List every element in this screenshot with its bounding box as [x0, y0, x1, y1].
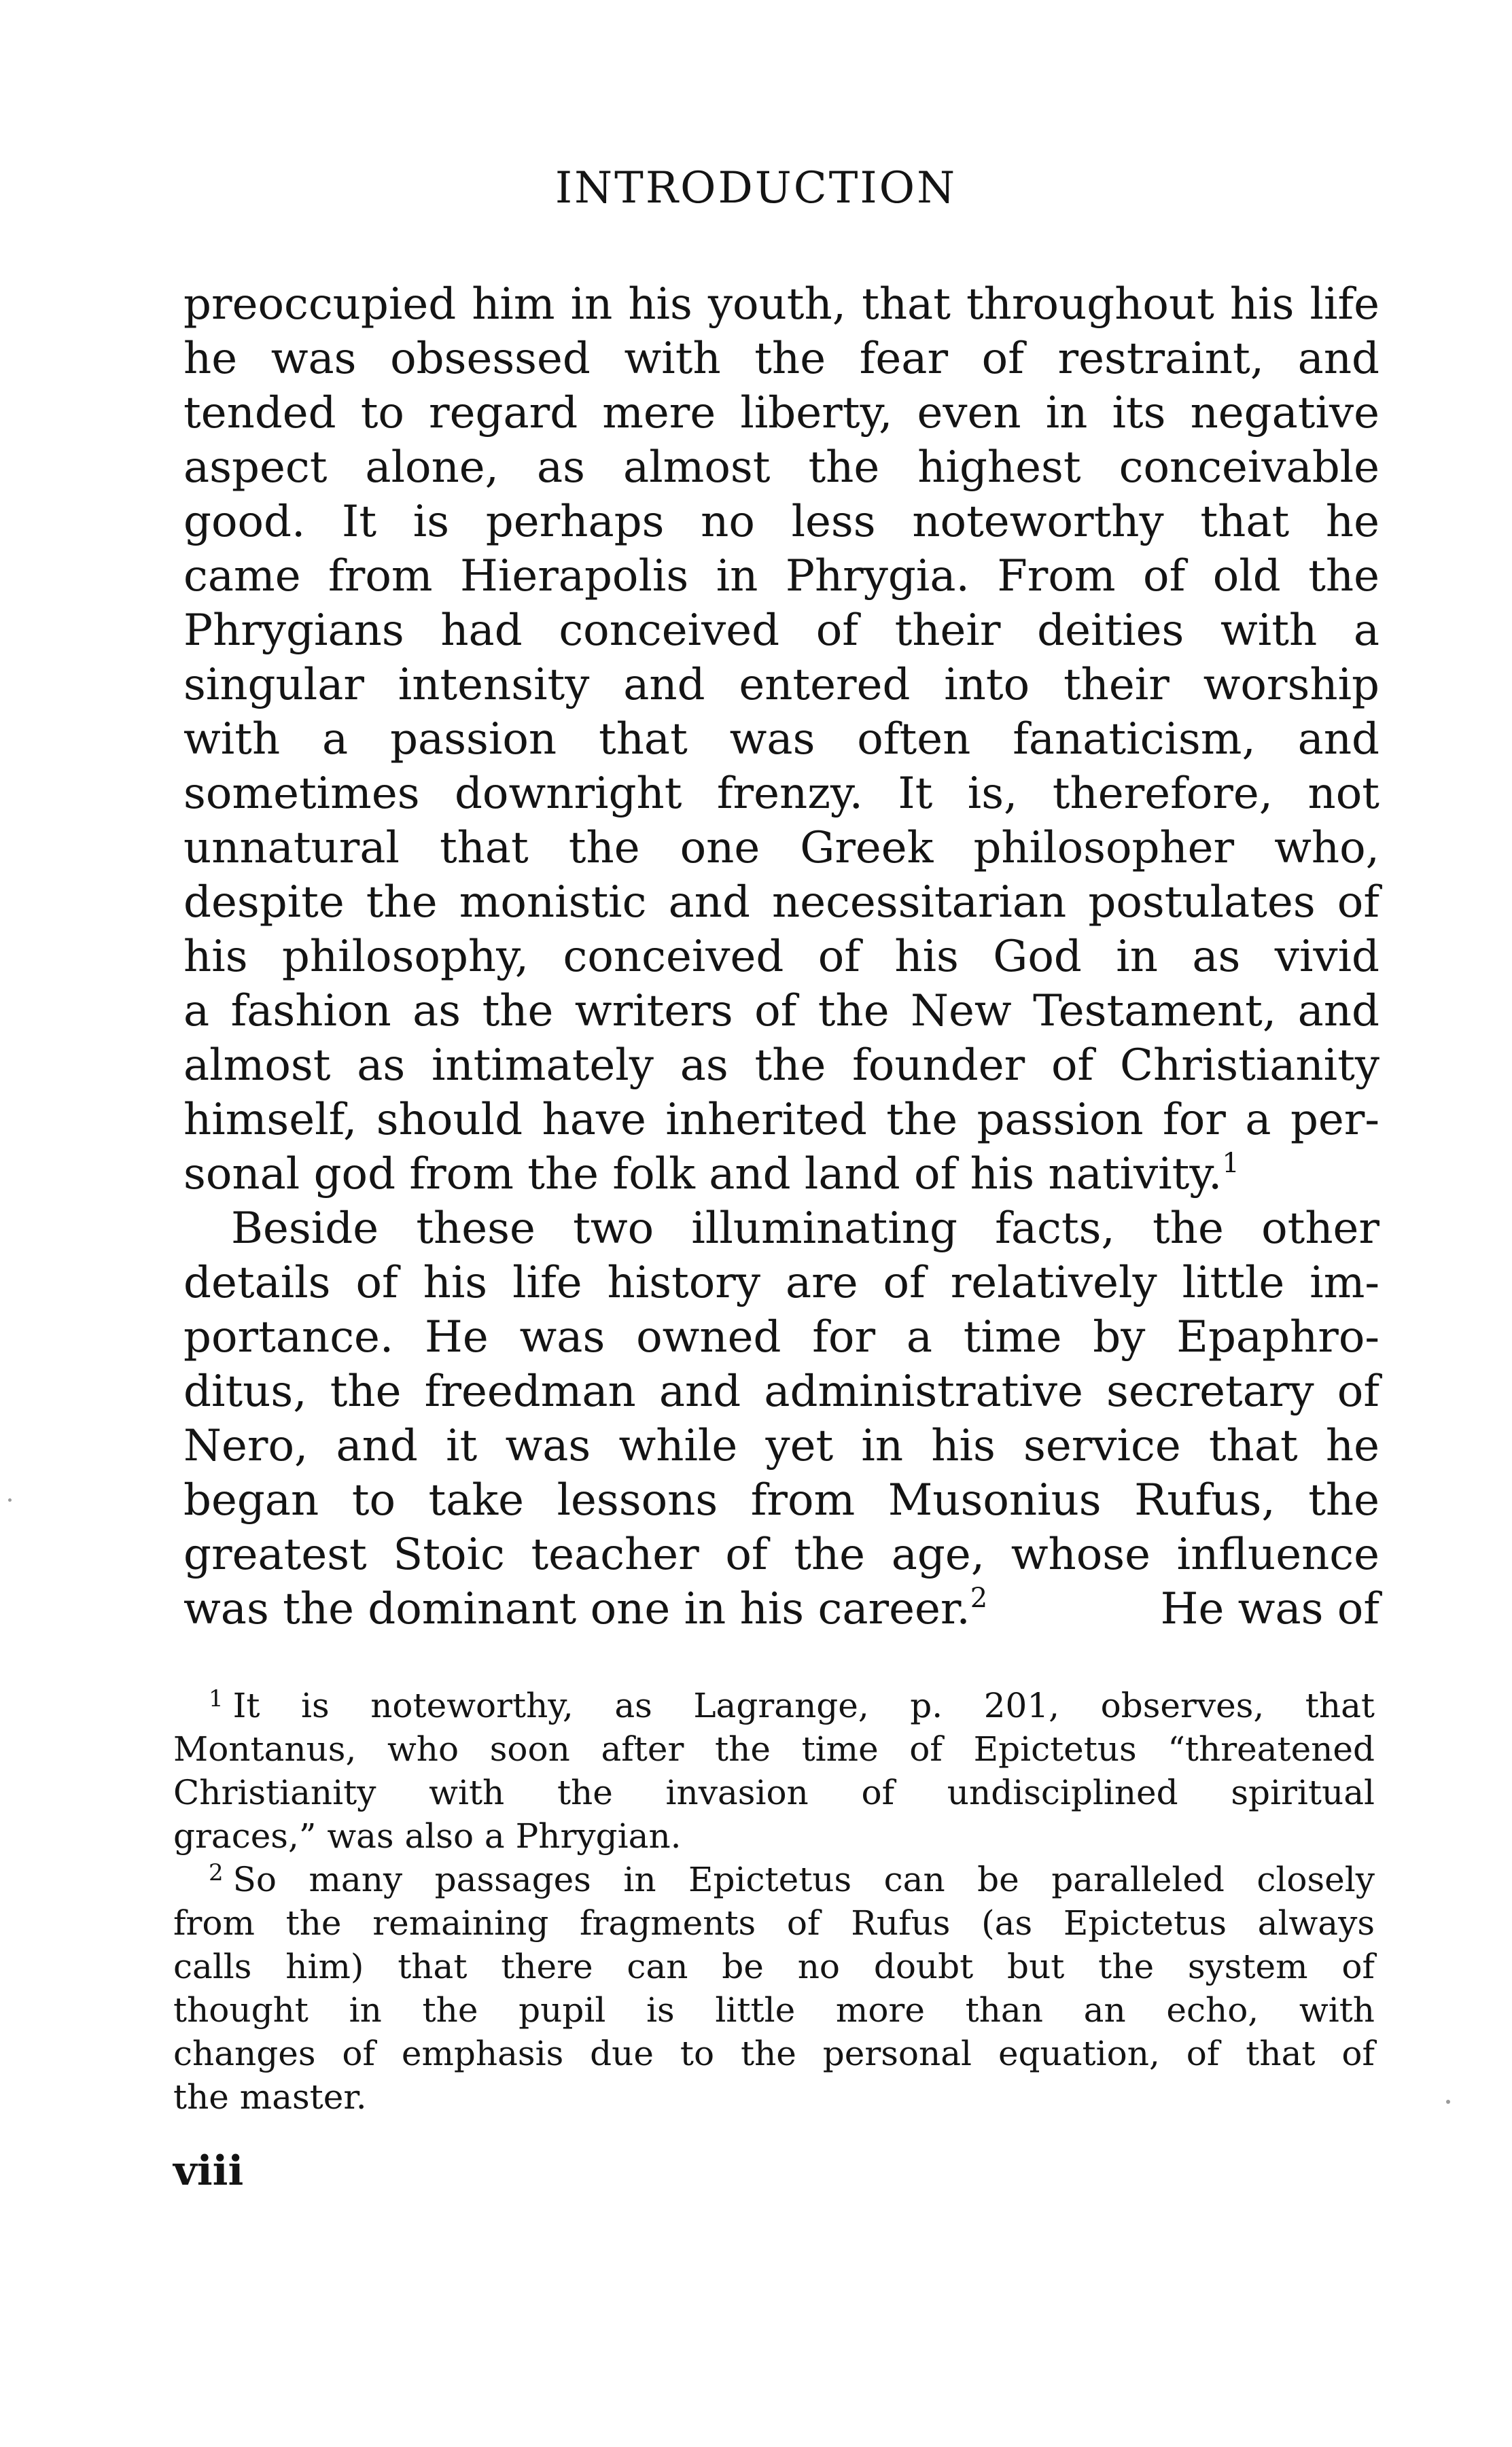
text-line: despite the monistic and necessitarian postulates of — [183, 877, 1379, 928]
running-head: INTRODUCTION — [555, 163, 957, 213]
page-number: viii — [173, 2147, 244, 2195]
paragraph-first-line: Beside these two illuminating facts, the other — [231, 1203, 1379, 1254]
text-line: tended to regard mere liberty, even in its negative — [183, 388, 1379, 438]
text-line: a fashion as the writers of the New Testament, and — [183, 986, 1379, 1036]
footnote-line: changes of emphasis due to the personal equation, of that of — [173, 2034, 1375, 2073]
footnote-ref-2: 2 — [970, 1583, 988, 1614]
paper-speck — [1446, 2100, 1450, 2104]
text-line: greatest Stoic teacher of the age, whose influence — [183, 1530, 1379, 1580]
text-line: sometimes downright frenzy. It is, therefore, not — [183, 769, 1379, 819]
text-line-content — [183, 1582, 987, 1636]
text-line: began to take lessons from Musonius Rufus, the — [183, 1475, 1379, 1526]
text-line-content: sonal god from the folk and land of his nativity. — [183, 1149, 1223, 1199]
text-segment: He was of — [1160, 1584, 1379, 1634]
text-line: aspect alone, as almost the highest conceivable — [183, 442, 1379, 493]
text-line: he was obsessed with the fear of restraint, and — [183, 334, 1379, 384]
footnote-ref-1: 1 — [1222, 1148, 1240, 1179]
text-line: ditus, the freedman and administrative secretary of — [183, 1367, 1379, 1417]
footnote-1-first-line — [173, 1684, 1375, 1727]
text-line: good. It is perhaps no less noteworthy that he — [183, 497, 1379, 547]
footnote-marker-2: 2 — [209, 1859, 224, 1886]
text-line: singular intensity and entered into their worship — [183, 660, 1379, 710]
paper-speck — [8, 1498, 12, 1502]
text-line: portance. He was owned for a time by Epaphro- — [183, 1312, 1379, 1362]
text-line: came from Hierapolis in Phrygia. From of old the — [183, 551, 1379, 601]
text-segment: was the dominant one in his career. — [183, 1584, 970, 1634]
footnote-2-first-line — [173, 1858, 1375, 1901]
footnote-line: Montanus, who soon after the time of Epictetus “threatened — [173, 1729, 1375, 1769]
text-line: himself, should have inherited the passion for a per- — [183, 1095, 1379, 1145]
text-line: his philosophy, conceived of his God in as vivid — [183, 932, 1379, 982]
footnote-marker-1: 1 — [209, 1685, 224, 1712]
footnote-line: calls him) that there can be no doubt but the system of — [173, 1947, 1375, 1986]
footnote-line: the master. — [173, 2077, 367, 2117]
text-line-with-note — [183, 1582, 1379, 1636]
text-line: almost as intimately as the founder of Christianity — [183, 1040, 1379, 1091]
footnotes — [173, 1684, 1375, 2119]
text-line: details of his life history are of relatively little im- — [183, 1258, 1379, 1308]
footnote-line: from the remaining fragments of Rufus (as Epictetus always — [173, 1903, 1375, 1943]
footnote-line: thought in the pupil is little more than an echo, with — [173, 1990, 1375, 2030]
text-line: Nero, and it was while yet in his service that he — [183, 1421, 1379, 1471]
text-line: preoccupied him in his youth, that throughout his life — [183, 279, 1379, 330]
footnote-line: Christianity with the invasion of undisciplined spiritual — [173, 1773, 1375, 1812]
text-line: unnatural that the one Greek philosopher who, — [183, 823, 1379, 873]
text-line-with-note — [183, 1147, 1379, 1201]
main-text — [183, 277, 1379, 1636]
text-line: Phrygians had conceived of their deities with a — [183, 605, 1379, 656]
text-line: with a passion that was often fanaticism, and — [183, 714, 1379, 764]
footnote-text: So many passages in Epictetus can be paralleled closely — [232, 1860, 1375, 1899]
footnote-line: graces,” was also a Phrygian. — [173, 1816, 682, 1856]
footnote-text: It is noteworthy, as Lagrange, p. 201, observes, that — [232, 1686, 1375, 1725]
